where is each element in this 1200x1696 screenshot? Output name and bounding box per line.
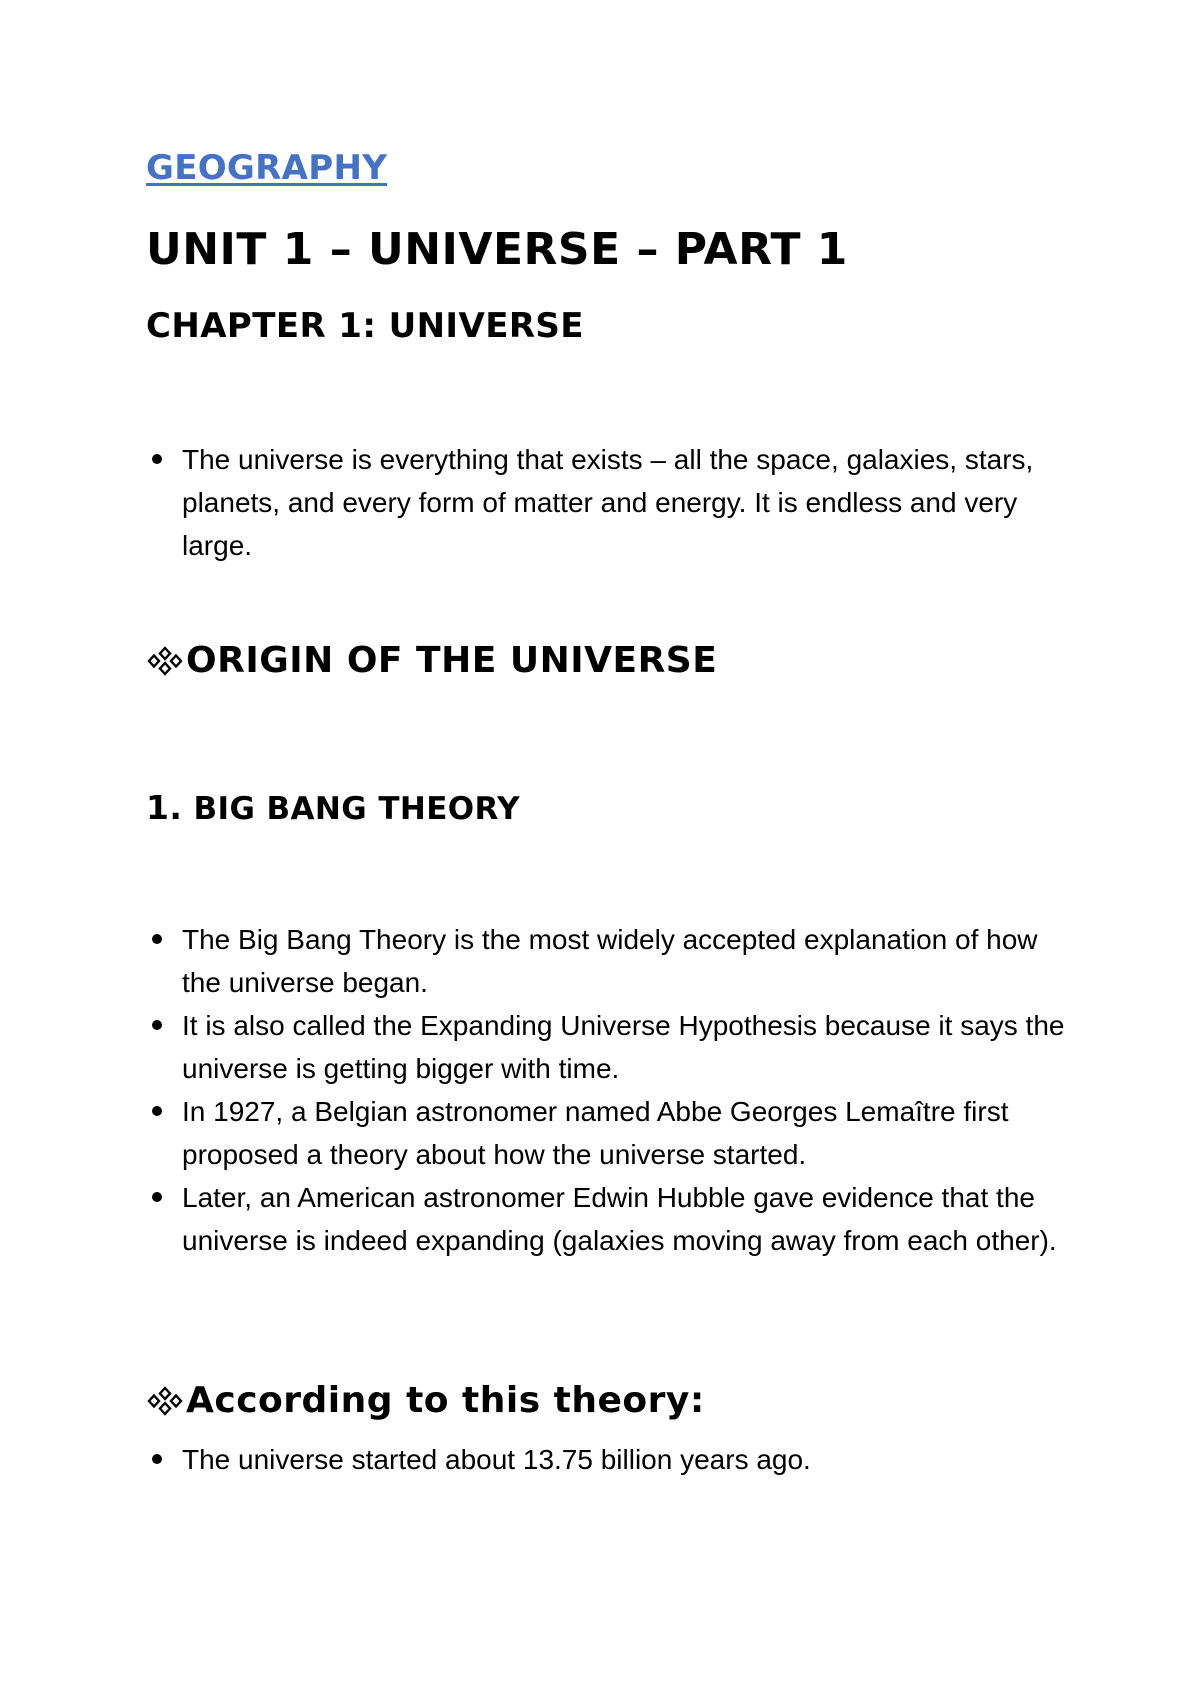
list-item-text: The universe started about 13.75 billion years ago.	[182, 1444, 811, 1475]
section-heading-text: According to this theory:	[186, 1380, 705, 1421]
list-item-text: The Big Bang Theory is the most widely accepted explanation of how the universe began.	[182, 924, 1038, 998]
heading-text: BIG BANG THEORY	[193, 791, 520, 827]
big-bang-bullet-list	[146, 918, 1066, 1262]
list-item	[146, 1176, 1066, 1262]
list-item	[146, 1090, 1066, 1176]
big-bang-heading	[146, 788, 520, 827]
four-diamond-icon	[146, 1386, 184, 1416]
list-item	[146, 918, 1066, 1004]
section-heading-text: ORIGIN OF THE UNIVERSE	[186, 640, 718, 681]
list-item	[146, 1438, 1066, 1481]
subject-heading: GEOGRAPHY	[146, 148, 388, 188]
list-item-text: It is also called the Expanding Universe Hypothesis because it says the universe is getting bigger with time.	[182, 1010, 1065, 1084]
bullet-dot-icon	[152, 1192, 162, 1202]
list-item-text: The universe is everything that exists – all the space, galaxies, stars, planets, and every form of matter and energy. It is endless and very large.	[182, 444, 1034, 561]
section-heading-origin	[146, 640, 717, 681]
four-diamond-icon	[146, 646, 184, 676]
list-item-text: Later, an American astronomer Edwin Hubble gave evidence that the universe is indeed expanding (galaxies moving away from each other).	[182, 1182, 1057, 1256]
theory-bullet-list	[146, 1438, 1066, 1481]
bullet-dot-icon	[152, 1454, 162, 1464]
bullet-dot-icon	[152, 454, 162, 464]
list-item	[146, 438, 1066, 567]
heading-number: 1.	[146, 788, 183, 827]
section-heading-theory	[146, 1380, 705, 1421]
bullet-dot-icon	[152, 1106, 162, 1116]
unit-title: UNIT 1 – UNIVERSE – PART 1	[146, 224, 848, 275]
bullet-dot-icon	[152, 934, 162, 944]
bullet-dot-icon	[152, 1020, 162, 1030]
list-item	[146, 1004, 1066, 1090]
chapter-title: CHAPTER 1: UNIVERSE	[146, 306, 584, 346]
intro-bullet-list	[146, 438, 1066, 567]
list-item-text: In 1927, a Belgian astronomer named Abbe Georges Lemaître first proposed a theory about how the universe started.	[182, 1096, 1009, 1170]
